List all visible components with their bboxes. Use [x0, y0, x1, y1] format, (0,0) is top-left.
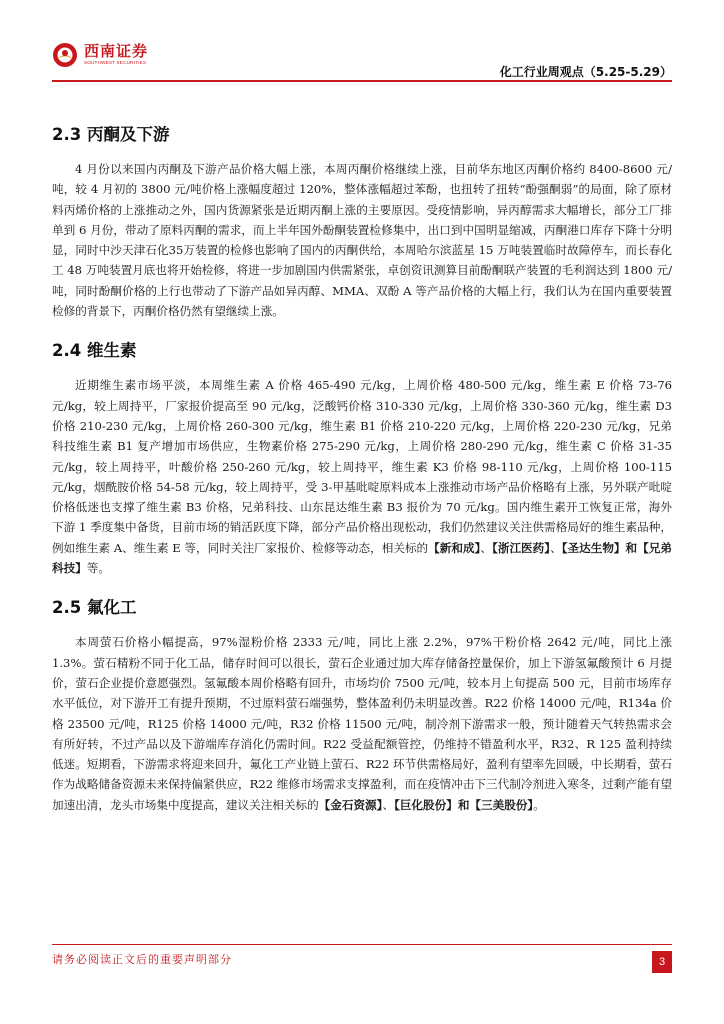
page-header: [0, 0, 724, 86]
footer-divider: [52, 944, 672, 945]
paragraph-text: 近期维生素市场平淡，本周维生素 A 价格 465-490 元/kg，上周价格 480-500 元/kg，维生素 E 价格 73-76 元/kg，较上周持平，厂家报价提高至 90 元/kg，泛酸钙价格 310-330 元/kg，上周价格 330-360 元/kg，维生素 D3 价格 210-230 元/kg，上周价格 260-300 元/kg，维生素 B1 价格 210-220 元/kg，上周价格 220-230 元/kg，兄弟科技维生素 B1 复产增加市场供应，生物素价格 275-290 元/kg，上周价格 280-290 元/kg，维生素 C 价格 31-35 元/kg，较上周持平，叶酸价格 250-260 元/kg，较上周持平，维生素 K3 价格 98-110 元/kg，上周价格 100-115 元/kg，烟酰胺价格 54-58 元/kg，较上周持平，受 3-甲基吡啶原料成本上涨推动市场产品价格略有上涨，另外联产吡啶价格低迷也支撑了维生素 B3 价格，兄弟科技、山东昆达维生素 B3 报价为 70 元/kg。国内维生素开工恢复正常，海外下游 1 季度集中备货，目前市场的销活跃度下降，部分产品价格出现松动，我们仍然建议关注供需格局好的维生素品种，例如维生素 A、维生素 E 等，同时关注厂家报价、检修等动态，相关标的: [52, 378, 672, 555]
conjunction: 和: [457, 797, 470, 812]
section-title: 2.3 丙酮及下游: [52, 125, 170, 144]
page-number: 3: [652, 951, 672, 973]
logo-name-en: SOUTHWEST SECURITIES: [84, 60, 147, 66]
separator: 、: [480, 540, 493, 555]
main-content: [52, 120, 672, 833]
footer-disclaimer: 请务必阅读正文后的重要声明部分: [52, 953, 232, 966]
section-paragraph: 4 月份以来国内丙酮及下游产品价格大幅上涨，本周丙酮价格继续上涨，目前华东地区丙酮价格约 8400-8600 元/吨，较 4 月初的 3800 元/吨价格上涨幅度超过 120%，整体涨幅超过苯酚，也扭转了扭转“酚强酮弱”的局面，除了原材料丙烯价格的上涨推动之外，国内货源紧张是近期丙酮上涨的主要原因。受疫情影响，异丙醇需求大幅增长，部分工厂排单到 6 月份，带动了原料丙酮的需求，而上半年国外酚酮装置检修集中，出口到中国明显缩减，丙酮港口库存下降十分明显，同时中沙天津石化35万装置的检修也影响了国内的丙酮供给，本周哈尔滨蓝星 15 万吨装置临时故障停车，而长春化工 48 万吨装置月底也将开始检修，将进一步加剧国内供需紧张，卓创资讯测算目前酚酮联产装置的毛利润达到 1800 元/吨，同时酚酮价格的上行也带动了下游产品如异丙醇、MMA、双酚 A 等产品价格的大幅上行，我们认为在国内重要装置检修的背景下，丙酮价格仍然有望继续上涨。: [52, 162, 672, 319]
section-paragraph: [52, 375, 672, 578]
section-title: 2.5 氟化工: [52, 598, 137, 618]
company-tag: 【新和成】: [428, 540, 481, 555]
paragraph-ending: 。: [533, 797, 545, 812]
conjunction: 和: [625, 540, 638, 555]
company-tag: 【圣达生物】: [561, 540, 626, 555]
section-acetone: [52, 123, 672, 321]
section-paragraph: [52, 632, 672, 815]
section-vitamins: [52, 339, 672, 578]
company-tag: 【兄弟科技】: [52, 540, 672, 576]
section-fluorochemicals: [52, 596, 672, 815]
company-tag: 【金石资源】: [318, 797, 383, 812]
paragraph-text: 本周萤石价格小幅提高，97%湿粉价格 2333 元/吨，同比上涨 2.2%，97%干粉价格 2642 元/吨，同比上涨 1.3%。萤石精粉不同于化工品，储存时间可以很长，萤石企业通过加大库存储备控量保价，加上下游氢氟酸预计 6 月提价，萤石企业提价意愿强烈。氢氟酸本周价格略有回升，市场均价 7500 元/吨，较本月上旬提高 500 元，目前市场库存水平低位，对下游开工有提升预期，不过原料萤石端强势，整体盈利仍未明显改善。R22 价格 14000 元/吨，R134a 价格 23500 元/吨，R125 价格 14000 元/吨，R32 价格 11500 元/吨，制冷剂下游需求一般，预计随着天气转热需求会有所好转，不过产品以及下游端库存消化仍需时间。R22 受益配额管控，仍维持不错盈利水平，R32、R 125 盈利持续低迷。短期看，下游需求将迎来回升，氟化工产业链上萤石、R22 环节供需格局好，盈利有望率先回暖，中长期看，萤石作为战略储备资源未来保持偏紧供应，R22 维修市场需求支撑盈利，而在疫情冲击下三代制冷剂进入寒冬，过剩产能有望加速出清，龙头市场集中度提高，建议关注相关标的: [52, 635, 672, 812]
logo-name-cn: 西南证券: [84, 42, 149, 61]
header-divider: [52, 80, 672, 82]
section-title: 2.4 维生素: [52, 341, 137, 361]
paragraph-ending: 等。: [86, 561, 110, 576]
separator: 、: [550, 540, 562, 555]
company-logo: [52, 42, 148, 68]
company-tag: 【巨化股份】: [394, 797, 458, 812]
company-tag: 【三美股份】: [469, 797, 534, 812]
report-title: 化工行业周观点（5.25-5.29）: [499, 65, 672, 79]
company-tag: 【浙江医药】: [492, 540, 551, 555]
logo-mark-icon: [52, 42, 78, 68]
separator: 、: [382, 797, 395, 812]
